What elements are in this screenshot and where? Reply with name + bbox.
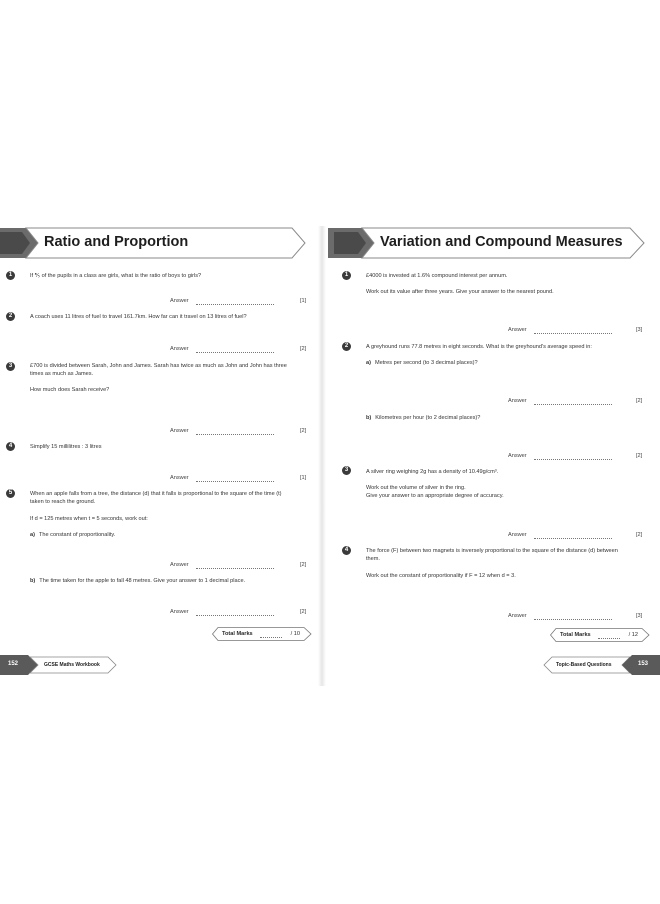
book-spine	[318, 226, 326, 686]
answer-label: Answer	[170, 562, 189, 568]
total-marks-value: / 10	[290, 631, 300, 637]
question-number: 1	[6, 271, 15, 280]
answer-field[interactable]	[508, 453, 618, 461]
question-text: When an apple falls from a tree, the distance (d) that it falls is proportional to the square of the time (t) taken to reach the ground.	[30, 491, 282, 505]
answer-line	[196, 481, 274, 482]
answer-line	[534, 538, 612, 539]
answer-label: Answer	[170, 346, 189, 352]
answer-line	[196, 352, 274, 353]
page-title: Variation and Compound Measures	[380, 234, 623, 250]
marks: [2]	[300, 428, 307, 434]
total-marks-box	[212, 627, 312, 641]
answer-label: Answer	[170, 298, 189, 304]
marks: [1]	[300, 298, 307, 304]
answer-field[interactable]	[170, 298, 280, 306]
question-number: 4	[342, 546, 351, 555]
answer-line	[534, 333, 612, 334]
part-text: The time taken for the apple to fall 48 metres. Give your answer to 1 decimal place.	[39, 578, 246, 584]
question-text: £4000 is invested at 1.6% compound interest per annum.	[366, 273, 508, 279]
part-label: b)	[30, 578, 36, 584]
question-text: £700 is divided between Sarah, John and James. Sarah has twice as much as John and John has three times as much as James.	[30, 363, 287, 377]
answer-label: Answer	[170, 428, 189, 434]
page-number: 152	[8, 661, 19, 667]
question-part	[366, 414, 630, 422]
answer-line	[534, 404, 612, 405]
question-text: A coach uses 11 litres of fuel to travel 161.7km. How far can it travel on 13 litres of fuel?	[30, 314, 247, 320]
part-label: a)	[366, 360, 371, 366]
question-text: If ⅗ of the pupils in a class are girls, what is the ratio of boys to girls?	[30, 273, 202, 279]
marks: [2]	[636, 453, 643, 459]
question-subtext: Work out its value after three years. Give your answer to the nearest pound.	[366, 289, 554, 295]
question-number: 3	[6, 362, 15, 371]
marks: [2]	[636, 398, 643, 404]
page-title: Ratio and Proportion	[44, 234, 189, 250]
answer-field[interactable]	[508, 613, 618, 621]
question-subtext: Work out the constant of proportionality if F = 12 when d = 3.	[366, 573, 516, 579]
question-part	[30, 577, 292, 585]
question-subtext: If d = 125 metres when t = 5 seconds, work out:	[30, 516, 148, 522]
question-number: 2	[6, 312, 15, 321]
right-page	[328, 226, 660, 686]
part-text: Kilometres per hour (to 2 decimal places)?	[375, 415, 481, 421]
answer-label: Answer	[508, 327, 527, 333]
total-marks-value: / 12	[628, 632, 638, 638]
answer-label: Answer	[508, 532, 527, 538]
part-text: The constant of proportionality.	[38, 532, 116, 538]
answer-label: Answer	[508, 398, 527, 404]
marks: [3]	[636, 613, 643, 619]
part-text: Metres per second (to 3 decimal places)?	[374, 360, 478, 366]
answer-field[interactable]	[170, 562, 280, 570]
marks: [2]	[300, 609, 307, 615]
marks: [1]	[300, 475, 307, 481]
question-subtext: Work out the volume of silver in the ring.	[366, 485, 466, 491]
answer-field[interactable]	[508, 398, 618, 406]
answer-field[interactable]	[508, 327, 618, 335]
marks: [2]	[300, 562, 307, 568]
answer-field[interactable]	[508, 532, 618, 540]
marks: [2]	[300, 346, 307, 352]
answer-line	[196, 434, 274, 435]
question-part	[30, 531, 292, 539]
footer-label: Topic-Based Questions	[556, 661, 612, 668]
question-number: 3	[342, 466, 351, 475]
page-number: 153	[638, 661, 649, 667]
marks: [3]	[636, 327, 643, 333]
question-text: A greyhound runs 77.8 metres in eight seconds. What is the greyhound's average speed in:	[366, 344, 592, 350]
answer-label: Answer	[170, 475, 189, 481]
left-page	[0, 226, 316, 686]
answer-line	[534, 459, 612, 460]
question-number: 1	[342, 271, 351, 280]
answer-line	[196, 304, 274, 305]
question-number: 4	[6, 442, 15, 451]
part-label: a)	[30, 532, 35, 538]
answer-field[interactable]	[170, 609, 280, 617]
marks: [2]	[636, 532, 643, 538]
answer-label: Answer	[170, 609, 189, 615]
total-line	[260, 637, 282, 638]
answer-field[interactable]	[170, 428, 280, 436]
question-text: Simplify 15 millilitres : 3 litres	[30, 444, 102, 450]
question-subtext: How much does Sarah receive?	[30, 387, 110, 393]
answer-label: Answer	[508, 613, 527, 619]
question-number: 2	[342, 342, 351, 351]
total-line	[598, 638, 620, 639]
total-marks-label: Total Marks	[560, 632, 591, 638]
answer-line	[196, 615, 274, 616]
answer-field[interactable]	[170, 475, 280, 483]
answer-label: Answer	[508, 453, 527, 459]
answer-line	[196, 568, 274, 569]
page-footer	[542, 654, 660, 676]
answer-line	[534, 619, 612, 620]
total-marks-box	[550, 628, 650, 642]
title-banner	[328, 226, 646, 260]
answer-field[interactable]	[170, 346, 280, 354]
footer-label: GCSE Maths Workbook	[44, 661, 100, 668]
question-text: A silver ring weighing 2g has a density of 10.49g/cm³.	[366, 469, 499, 475]
page-footer	[0, 654, 118, 676]
total-marks-label: Total Marks	[222, 631, 253, 637]
question-subtext: Give your answer to an appropriate degree of accuracy.	[366, 493, 504, 499]
question-text: The force (F) between two magnets is inversely proportional to the square of the distance (d) between them.	[366, 548, 618, 562]
question-part	[366, 359, 630, 367]
part-label: b)	[366, 415, 372, 421]
title-banner	[0, 226, 306, 260]
question-number: 5	[6, 489, 15, 498]
